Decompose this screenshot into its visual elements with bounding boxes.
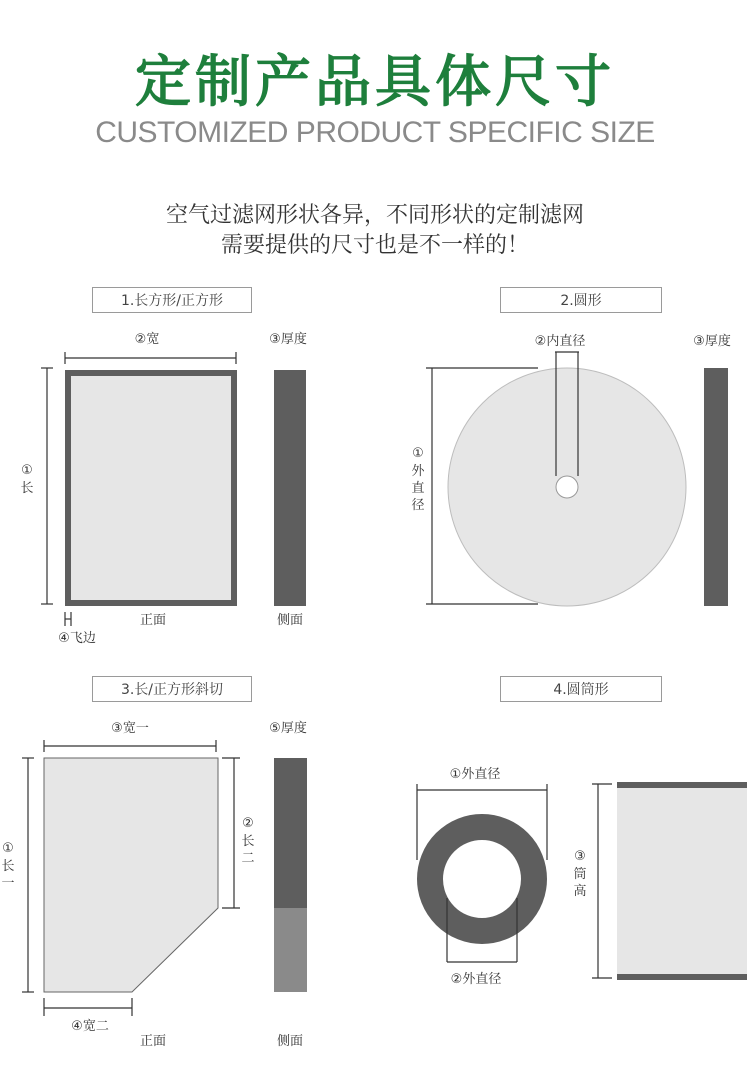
bevel-side-bottom xyxy=(274,908,307,992)
rect-diagram xyxy=(20,331,306,646)
description-line-1: 空气过滤网形状各异，不同形状的定制滤网 xyxy=(165,203,584,228)
bevel-length2-char-2: 二 xyxy=(241,851,255,866)
bevel-length1-num: ① xyxy=(2,841,14,856)
circle-outer-char-1: 外 xyxy=(411,464,425,479)
bevel-length1-char-1: 长 xyxy=(1,859,15,874)
circle-diagram xyxy=(411,333,730,606)
cylinder-inner-diameter-label: ②外直径 xyxy=(450,972,502,987)
section-label-bevel: 3.长/正方形斜切 xyxy=(92,676,252,702)
bevel-front-shape xyxy=(44,758,218,992)
description-line-2: 需要提供的尺寸也是不一样的！ xyxy=(220,233,529,258)
cylinder-outer-diameter-label: ①外直径 xyxy=(449,767,501,782)
cylinder-side-top-rim xyxy=(617,782,747,788)
rect-side-panel xyxy=(274,370,306,606)
rect-front-caption: 正面 xyxy=(139,613,167,628)
rect-side-caption: 侧面 xyxy=(276,613,304,628)
bevel-side-top xyxy=(274,758,307,908)
rect-flange-label: ④飞边 xyxy=(58,631,96,646)
circle-outer-num: ① xyxy=(412,446,424,461)
circle-side-panel xyxy=(704,368,728,606)
page-subtitle: CUSTOMIZED PRODUCT SPECIFIC SIZE xyxy=(95,116,655,149)
bevel-front-caption: 正面 xyxy=(139,1034,167,1049)
cylinder-ring xyxy=(430,827,534,931)
cylinder-height-char-2: 高 xyxy=(573,884,587,899)
rect-length-num: ① xyxy=(21,463,33,478)
bevel-side-caption: 侧面 xyxy=(276,1034,304,1049)
rect-length-char: 长 xyxy=(20,481,34,496)
rect-front-mesh xyxy=(71,376,231,600)
cylinder-side-body xyxy=(617,786,747,978)
circle-hole xyxy=(556,476,578,498)
circle-outer-char-3: 径 xyxy=(411,498,425,513)
bevel-length1-char-2: 一 xyxy=(1,876,15,891)
circle-thickness-label: ③厚度 xyxy=(693,334,731,349)
section-label-cylinder: 4.圆筒形 xyxy=(500,676,662,702)
bevel-width2-label: ④宽二 xyxy=(71,1019,109,1034)
page-title: 定制产品具体尺寸 xyxy=(135,50,615,115)
cylinder-height-char-1: 筒 xyxy=(573,867,587,882)
bevel-length2-num: ② xyxy=(242,816,254,831)
section-label-rect: 1.长方形/正方形 xyxy=(92,287,252,313)
bevel-length2-char-1: 长 xyxy=(241,834,255,849)
bevel-diagram xyxy=(1,720,307,1049)
cylinder-side-bottom-rim xyxy=(617,974,747,980)
circle-outer-char-2: 直 xyxy=(411,481,425,496)
rect-width-label: ②宽 xyxy=(134,332,160,347)
cylinder-diagram xyxy=(417,766,747,987)
section-label-circle: 2.圆形 xyxy=(500,287,662,313)
rect-thickness-label: ③厚度 xyxy=(269,332,307,347)
circle-inner-diameter-label: ②内直径 xyxy=(534,334,586,349)
bevel-thickness-label: ⑤厚度 xyxy=(269,721,307,736)
cylinder-height-num: ③ xyxy=(574,849,586,864)
bevel-width1-label: ③宽一 xyxy=(111,721,149,736)
